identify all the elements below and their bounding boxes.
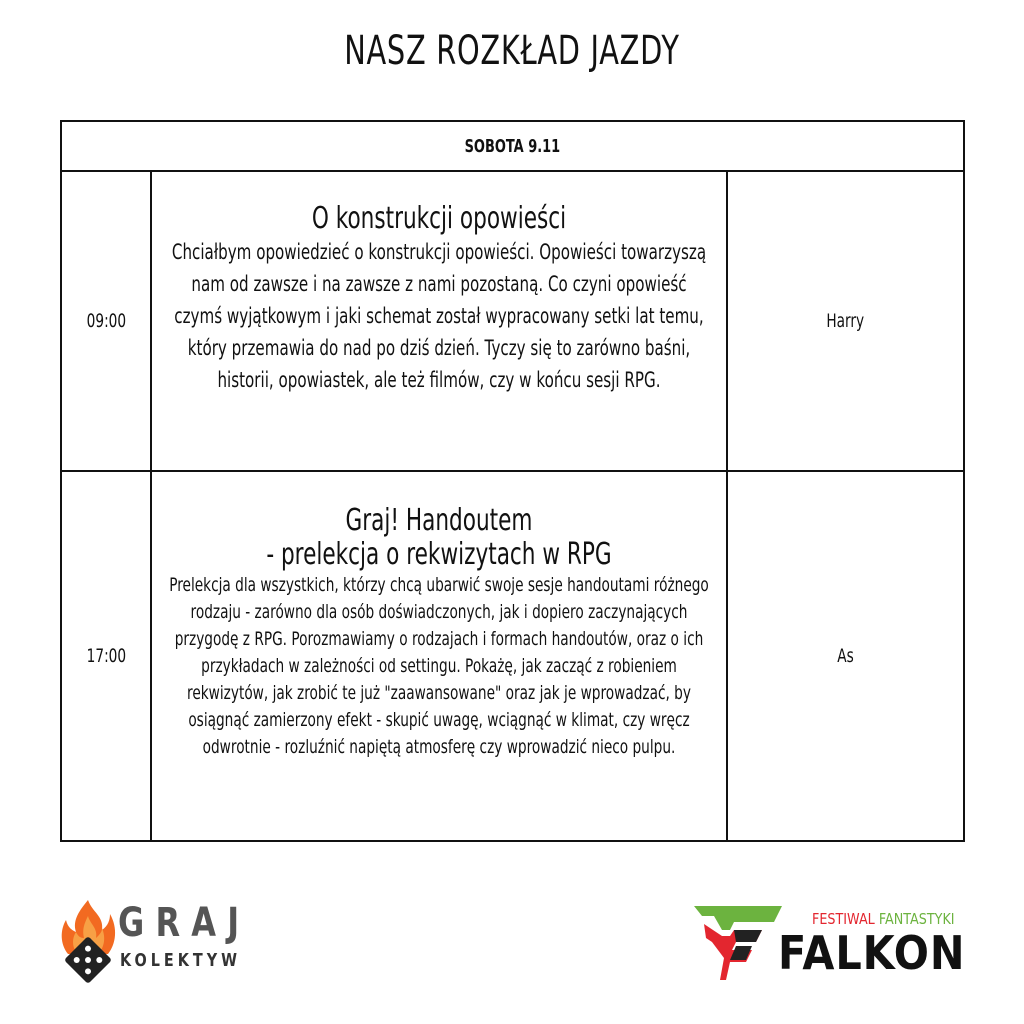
talk-description: Chciałbym opowiedzieć o konstrukcji opowieści. Opowieści towarzyszą nam od zawsze i na zawsze z nami pozostaną. Co czyni opowieść czymś wyjątkowym i jaki schemat został wypracowany setki lat temu, który przemawia do nad po dziś dzień. Tyczy się to zarówno baśni, historii, opowiastek, ale też filmów, czy w końcu sesji RPG.	[171, 240, 707, 392]
talk-content	[151, 504, 727, 761]
page-title: NASZ ROZKŁAD JAZDY	[344, 28, 680, 74]
talk-title: Graj! Handoutem - prelekcja o rekwizytach w RPG	[266, 503, 612, 572]
fantastyki-word: FANTASTYKI	[878, 910, 955, 928]
day-label: SOBOTA 9.11	[464, 135, 561, 157]
talk-content	[151, 202, 727, 396]
falkon-emblem-icon	[694, 902, 784, 982]
falkon-name: FALKON	[778, 926, 966, 980]
day-header	[61, 121, 964, 171]
graj-kolektyw-logo	[58, 898, 258, 988]
graj-logo-word: GRAJ	[118, 900, 251, 946]
speaker-cell	[727, 171, 964, 471]
speaker-name: Harry	[826, 310, 865, 332]
falkon-logo	[694, 900, 974, 990]
talk-cell	[151, 471, 727, 841]
talk-cell	[151, 171, 727, 471]
talk-description: Prelekcja dla wszystkich, którzy chcą ubarwić swoje sesje handoutami różnego rodzaju - zarówno dla osób doświadczonych, jak i dopiero zaczynających przygodę z RPG. Porozmawiamy o rodzajach i formach handoutów, oraz o ich przykładach w zależności od settingu. Pokażę, jak zacząć z robieniem rekwizytów, jak zrobić te już "zaawansowane" oraz jak je wprowadzać, by osiągnąć zamierzony efekt - skupić uwagę, wciągnąć w klimat, czy wręcz odwrotnie - rozluźnić napiętą atmosferę czy wprowadzić nieco pulpu.	[169, 574, 709, 758]
day-header-row	[61, 121, 964, 171]
time-label: 17:00	[86, 645, 126, 667]
table-row	[61, 171, 964, 471]
speaker-cell	[727, 471, 964, 841]
time-cell	[61, 471, 151, 841]
kolektyw-logo-word: KOLEKTYW	[120, 950, 242, 971]
time-cell	[61, 171, 151, 471]
festiwal-word: FESTIWAL	[812, 910, 875, 928]
time-label: 09:00	[86, 310, 126, 332]
flame-dice-icon	[58, 898, 118, 984]
talk-title: O konstrukcji opowieści	[311, 201, 567, 236]
schedule-table	[60, 120, 965, 842]
table-row	[61, 471, 964, 841]
speaker-name: As	[837, 645, 854, 667]
